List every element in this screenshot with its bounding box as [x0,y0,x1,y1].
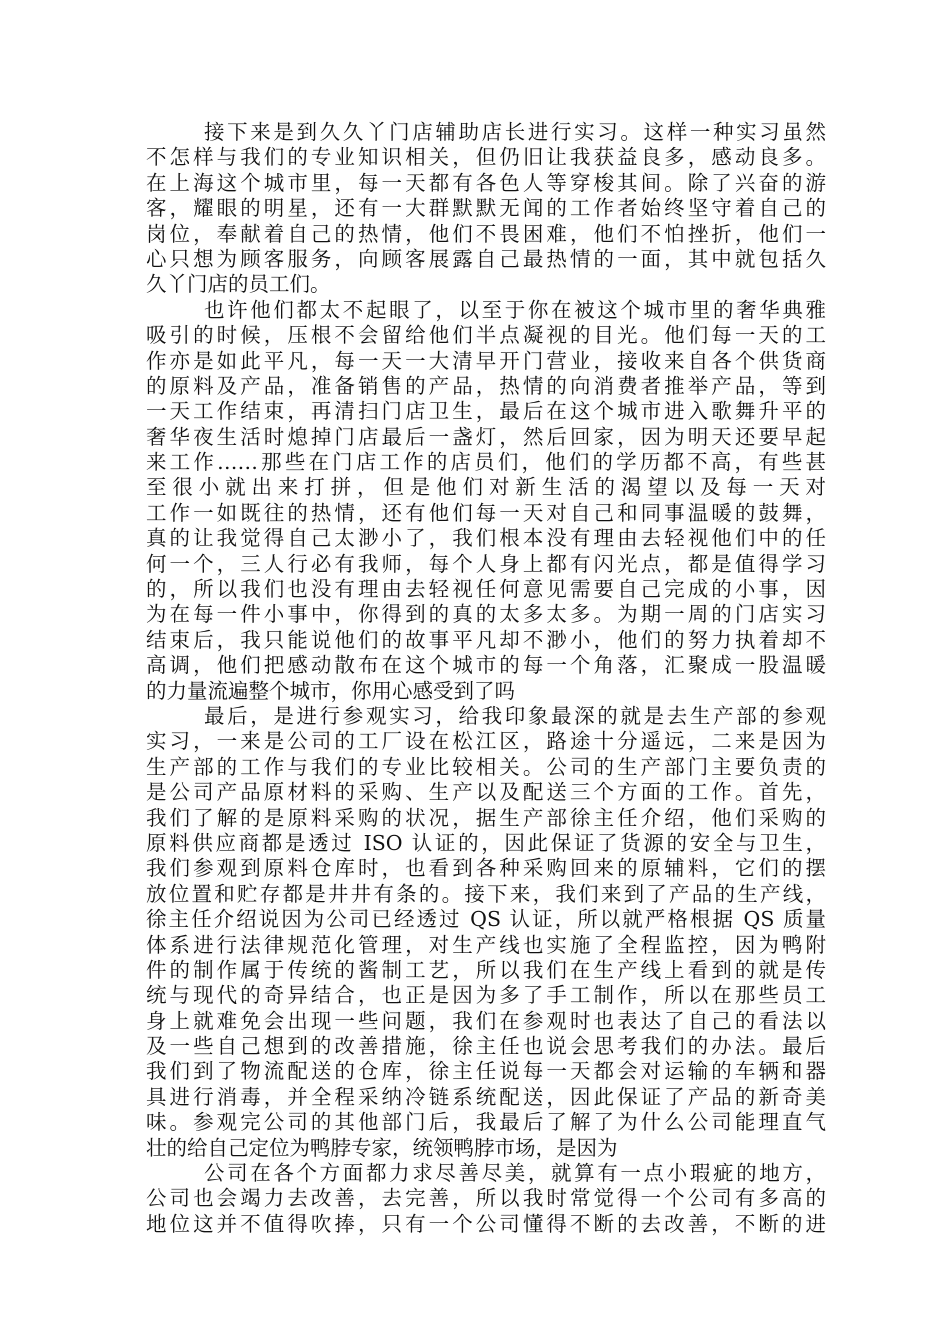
text-line: 公司也会竭力去改善，去完善，所以我时常觉得一个公司有多高的 [146,1186,826,1211]
text-line: 也许他们都太不起眼了，以至于你在被这个城市里的奢华典雅 [204,297,826,322]
text-line: 味。参观完公司的其他部门后，我最后了解了为什么公司能理直气 [146,1110,826,1135]
text-line: 生产部的工作与我们的专业比较相关。公司的生产部门主要负责的 [146,754,826,779]
text-line: 的原料及产品，准备销售的产品，热情的向消费者推举产品，等到 [146,373,826,398]
text-line: 具进行消毒，并全程采纳冷链系统配送，因此保证了产品的新奇美 [146,1084,826,1109]
document-body [146,120,826,1237]
text-line: 为在每一件小事中，你得到的真的太多太多。为期一周的门店实习 [146,602,826,627]
text-line: 最后，是进行参观实习，给我印象最深的就是去生产部的参观 [204,703,826,728]
text-line: 是公司产品原材料的采购、生产以及配送三个方面的工作。首先， [146,780,826,805]
text-line: 徐主任介绍说因为公司已经透过 QS 认证，所以就严格根据 QS 质量 [146,907,826,932]
text-line: 高调，他们把感动散布在这个城市的每一个角落，汇聚成一股温暖 [146,653,826,678]
text-line: 公司在各个方面都力求尽善尽美，就算有一点小瑕疵的地方， [204,1161,826,1186]
text-line: 不怎样与我们的专业知识相关，但仍旧让我获益良多，感动良多。 [146,145,826,170]
text-line: 我们参观到原料仓库时，也看到各种采购回来的原辅料，它们的摆 [146,856,826,881]
text-line: 奢华夜生活时熄掉门店最后一盏灯，然后回家，因为明天还要早起 [146,424,826,449]
text-line: 吸引的时候，压根不会留给他们半点凝视的目光。他们每一天的工 [146,323,826,348]
text-line: 放位置和贮存都是井井有条的。接下来，我们来到了产品的生产线， [146,881,826,906]
text-line: 一天工作结束，再清扫门店卫生，最后在这个城市进入歌舞升平的 [146,399,826,424]
text-line: 实习，一来是公司的工厂设在松江区，路途十分遥远，二来是因为 [146,729,826,754]
text-line: 我们到了物流配送的仓库，徐主任说每一天都会对运输的车辆和器 [146,1059,826,1084]
text-line: 来工作……那些在门店工作的店员们，他们的学历都不高，有些甚 [146,450,826,475]
text-line: 久丫门店的员工们。 [146,272,331,297]
text-line: 心只想为顾客服务，向顾客展露自己最热情的一面，其中就包括久 [146,246,826,271]
text-line: 结束后，我只能说他们的故事平凡却不渺小，他们的努力执着却不 [146,627,826,652]
text-line: 客，耀眼的明星，还有一大群默默无闻的工作者始终坚守着自己的 [146,196,826,221]
text-line: 我们了解的是原料采购的状况，据生产部徐主任介绍，他们采购的 [146,805,826,830]
text-line: 原料供应商都是透过 ISO 认证的，因此保证了货源的安全与卫生， [146,830,826,855]
text-line: 体系进行法律规范化管理，对生产线也实施了全程监控，因为鸭附 [146,932,826,957]
text-line: 统与现代的奇异结合，也正是因为多了手工制作，所以在那些员工 [146,983,826,1008]
text-line: 壮的给自己定位为鸭脖专家，统领鸭脖市场，是因为 [146,1135,618,1160]
text-line: 至很小就出来打拼，但是他们对新生活的渴望以及每一天对 [146,475,826,500]
text-line: 在上海这个城市里，每一天都有各色人等穿梭其间。除了兴奋的游 [146,170,826,195]
text-line: 身上就难免会出现一些问题，我们在参观时也表达了自己的看法以 [146,1008,826,1033]
text-line: 的，所以我们也没有理由去轻视任何意见需要自己完成的小事，因 [146,577,826,602]
text-line: 岗位，奉献着自己的热情，他们不畏困难，他们不怕挫折，他们一 [146,221,826,246]
text-line: 地位这并不值得吹捧，只有一个公司懂得不断的去改善，不断的进 [146,1211,826,1236]
text-line: 件的制作属于传统的酱制工艺，所以我们在生产线上看到的就是传 [146,957,826,982]
text-line: 工作一如既往的热情，还有他们每一天对自己和同事温暖的鼓舞， [146,500,826,525]
text-line: 及一些自己想到的改善措施，徐主任也说会思考我们的办法。最后 [146,1034,826,1059]
text-line: 作亦是如此平凡，每一天一大清早开门营业，接收来自各个供货商 [146,348,826,373]
text-line: 何一个，三人行必有我师，每个人身上都有闪光点，都是值得学习 [146,551,826,576]
text-line: 真的让我觉得自己太渺小了，我们根本没有理由去轻视他们中的任 [146,526,826,551]
text-line: 接下来是到久久丫门店辅助店长进行实习。这样一种实习虽然 [204,120,826,144]
text-line: 的力量流遍整个城市，你用心感受到了吗 [146,678,515,703]
